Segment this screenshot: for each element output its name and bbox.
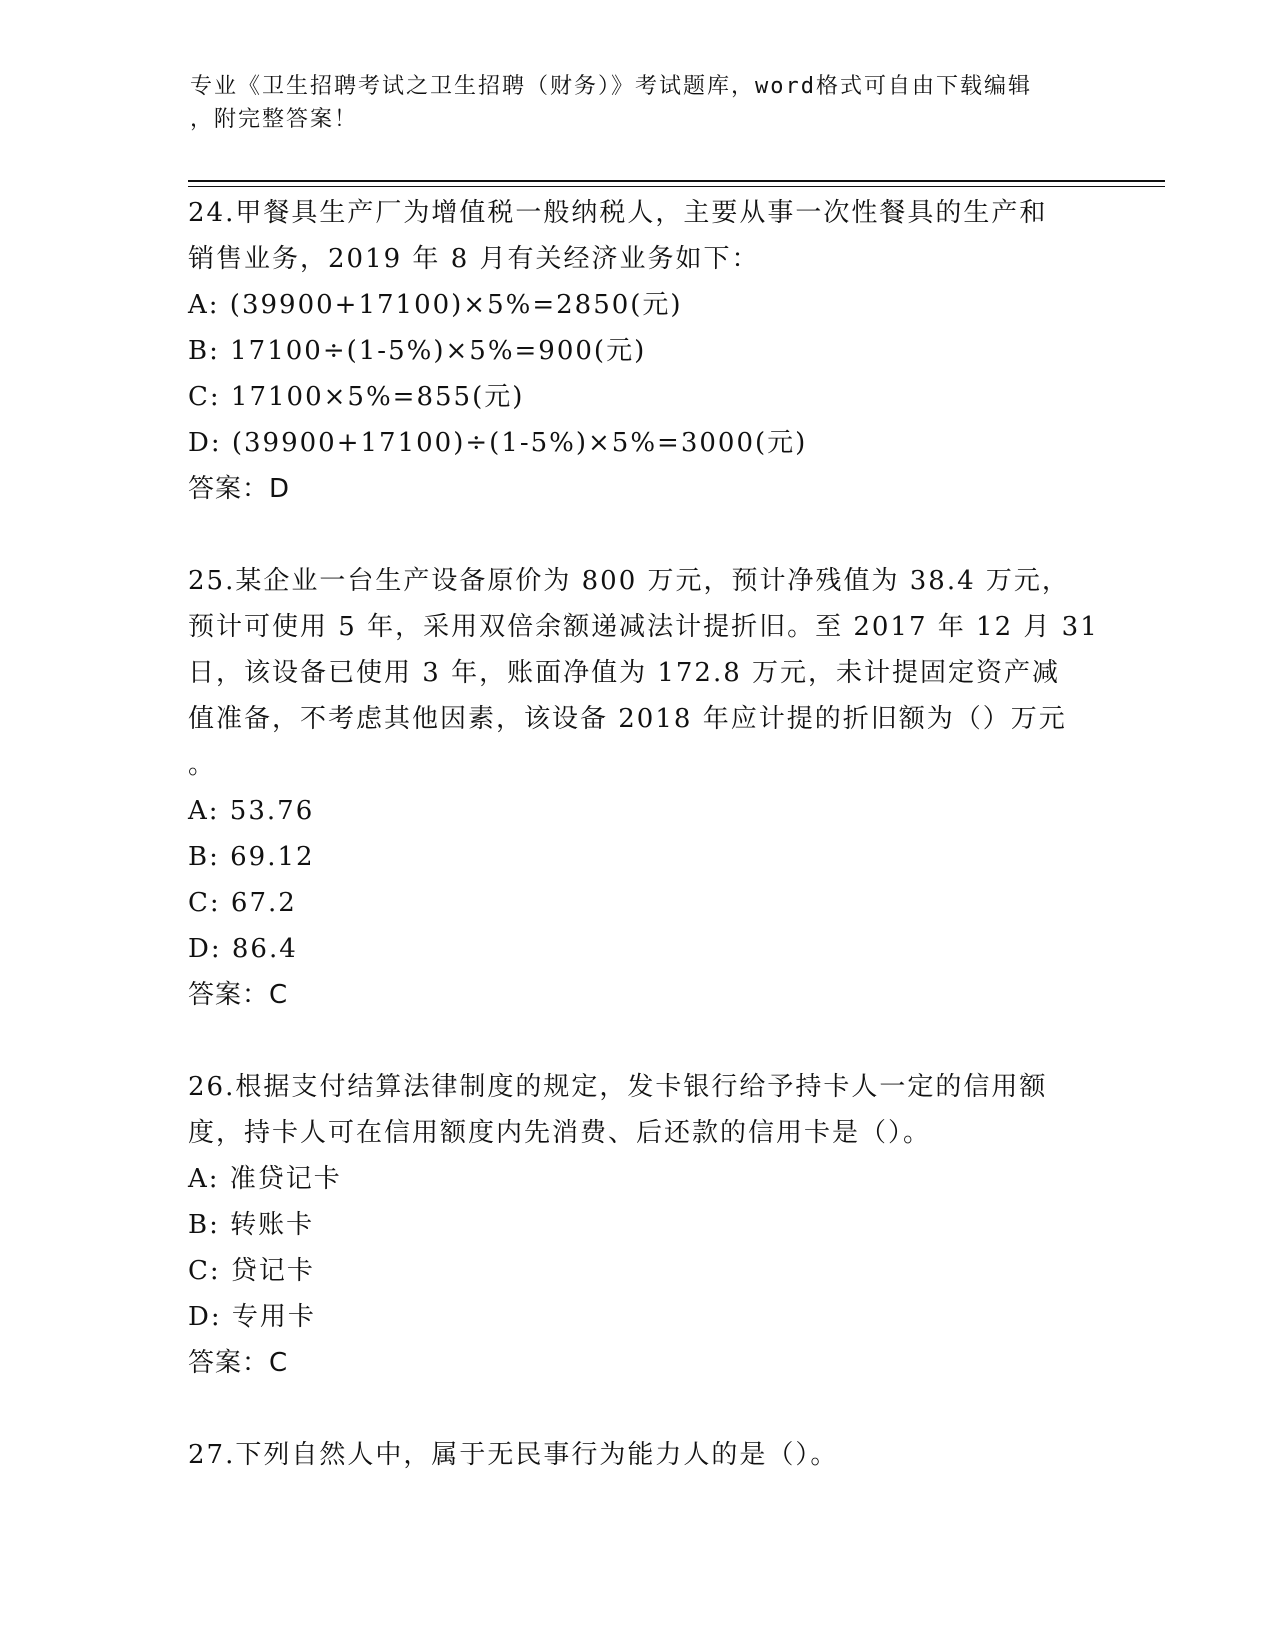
answer: 答案：C [188, 1348, 289, 1378]
option-c: C: 67.2 [188, 888, 297, 918]
question-stem: 26.根据支付结算法律制度的规定，发卡银行给予持卡人一定的信用额 [188, 1072, 1048, 1102]
option-b: B: 69.12 [188, 842, 315, 872]
question-25 [188, 558, 1099, 1018]
header-line-2: ，附完整答案！ [190, 107, 359, 132]
question-list [188, 190, 1099, 1478]
answer: 答案：D [188, 474, 291, 504]
question-spacer [188, 1018, 1088, 1064]
document-header [190, 70, 1090, 136]
header-divider-thick [188, 180, 1165, 182]
question-stem: 27.下列自然人中，属于无民事行为能力人的是（）。 [188, 1440, 839, 1470]
option-d: D: 专用卡 [188, 1302, 316, 1332]
option-b: B: 转账卡 [188, 1210, 315, 1240]
header-line-1: 专业《卫生招聘考试之卫生招聘（财务）》考试题库，word格式可自由下载编辑 [190, 74, 1032, 99]
answer: 答案：C [188, 980, 289, 1010]
option-c: C: 17100×5%=855(元) [188, 382, 525, 412]
question-stem: 度，持卡人可在信用额度内先消费、后还款的信用卡是（）。 [188, 1118, 932, 1148]
question-27 [188, 1432, 1088, 1478]
question-stem: 销售业务，2019 年 8 月有关经济业务如下： [188, 244, 760, 274]
question-stem: 值准备，不考虑其他因素，该设备 2018 年应计提的折旧额为（）万元 [188, 704, 1067, 734]
header-divider-thin [188, 186, 1165, 187]
question-stem: 日，该设备已使用 3 年，账面净值为 172.8 万元，未计提固定资产减 [188, 658, 1061, 688]
option-d: D: (39900+17100)÷(1-5%)×5%=3000(元) [188, 428, 808, 458]
question-stem: 25.某企业一台生产设备原价为 800 万元，预计净残值为 38.4 万元， [188, 566, 1070, 596]
question-spacer [188, 1386, 1088, 1432]
option-a: A: (39900+17100)×5%=2850(元) [188, 290, 683, 320]
option-a: A: 准贷记卡 [188, 1164, 342, 1194]
option-a: A: 53.76 [188, 796, 315, 826]
question-stem: 。 [188, 750, 217, 780]
question-24 [188, 190, 1088, 512]
question-26 [188, 1064, 1088, 1386]
option-b: B: 17100÷(1-5%)×5%=900(元) [188, 336, 647, 366]
question-stem: 24.甲餐具生产厂为增值税一般纳税人，主要从事一次性餐具的生产和 [188, 198, 1048, 228]
option-d: D: 86.4 [188, 934, 298, 964]
option-c: C: 贷记卡 [188, 1256, 315, 1286]
question-stem: 预计可使用 5 年，采用双倍余额递减法计提折旧。至 2017 年 12 月 31 [188, 612, 1099, 642]
question-spacer [188, 512, 1088, 558]
